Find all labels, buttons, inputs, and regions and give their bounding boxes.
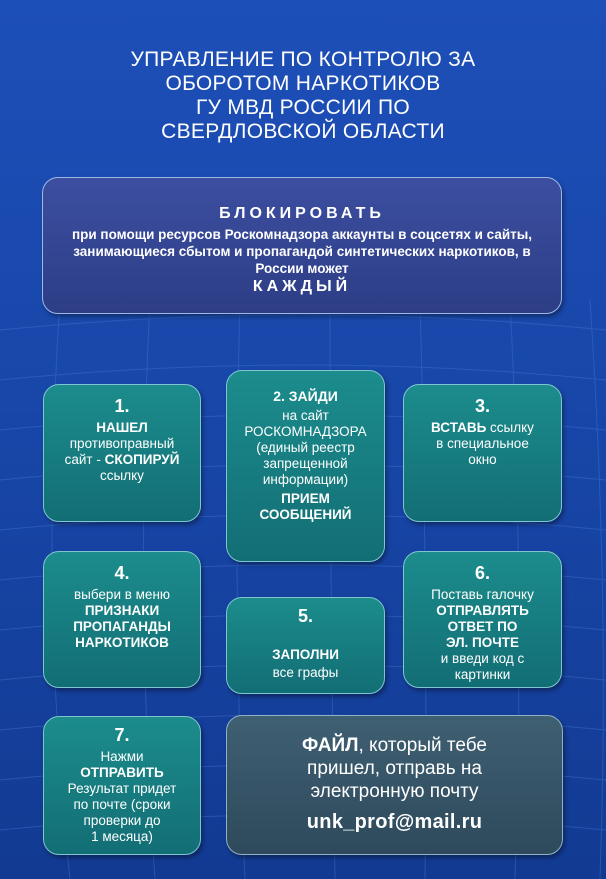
step-text bbox=[404, 420, 561, 436]
step-text bbox=[44, 452, 200, 468]
step-4-card bbox=[43, 551, 201, 688]
step-text: 1 месяца) bbox=[91, 829, 153, 844]
step-text: на сайт bbox=[282, 408, 329, 423]
step-text: ОТПРАВЛЯТЬ bbox=[436, 603, 529, 618]
file-text-bold: ФАЙЛ bbox=[302, 735, 359, 756]
step-text-bold: СКОПИРУЙ bbox=[104, 452, 180, 467]
step-text: Нажми bbox=[100, 749, 144, 764]
block-info-card bbox=[42, 177, 562, 314]
file-email-card bbox=[226, 715, 563, 855]
step-number: 3. bbox=[474, 396, 490, 416]
step-text: запрещенной bbox=[263, 456, 348, 471]
step-text: ПРОПАГАНДЫ bbox=[73, 619, 171, 634]
step-7-card bbox=[43, 716, 201, 855]
step-text: РОСКОМНАДЗОРА bbox=[244, 424, 367, 439]
step-text: выбери в меню bbox=[73, 587, 171, 602]
title-line: ГУ МВД РОССИИ ПО bbox=[195, 96, 411, 119]
page-title bbox=[40, 48, 566, 144]
file-text bbox=[227, 734, 562, 757]
step-6-card bbox=[403, 551, 562, 688]
step-text: ОТВЕТ ПО bbox=[447, 619, 518, 634]
block-heading: БЛОКИРОВАТЬ bbox=[219, 205, 385, 222]
step-text: информации) bbox=[262, 472, 349, 487]
step-3-card bbox=[403, 384, 562, 522]
title-line: СВЕРДЛОВСКОЙ ОБЛАСТИ bbox=[161, 120, 445, 143]
step-text: проверки до bbox=[83, 813, 161, 828]
step-text: по почте (сроки bbox=[73, 797, 171, 812]
step-text: все графы bbox=[272, 665, 339, 680]
step-text: (единый реестр bbox=[256, 440, 355, 455]
step-text-bold: ВСТАВЬ bbox=[431, 420, 487, 435]
step-text: и введи код с bbox=[440, 651, 525, 666]
step-text: Результат придет bbox=[67, 781, 177, 796]
step-number: 6. bbox=[474, 563, 490, 583]
step-number: 5. bbox=[297, 606, 313, 626]
title-line: УПРАВЛЕНИЕ ПО КОНТРОЛЮ ЗА bbox=[130, 48, 476, 71]
step-text: ПРИЗНАКИ bbox=[84, 603, 160, 618]
step-text: ЭЛ. ПОЧТЕ bbox=[445, 635, 519, 650]
block-text: при помощи ресурсов Роскомнадзора аккаунты в соцсетях и сайты, занимающиеся сбытом и пропагандой синтетических наркотиков, в России может bbox=[71, 227, 533, 276]
step-text: картинки bbox=[454, 667, 511, 682]
step-text-part: сайт - bbox=[64, 452, 105, 467]
step-2-card bbox=[226, 370, 385, 562]
step-text: НАРКОТИКОВ bbox=[75, 635, 169, 650]
step-text: ПРИЕМ bbox=[281, 491, 330, 506]
file-text-part: , который тебе bbox=[358, 735, 487, 756]
block-footer: КАЖДЫЙ bbox=[252, 278, 352, 295]
step-text: ссылку bbox=[100, 468, 144, 483]
step-text: противоправный bbox=[69, 436, 175, 451]
step-5-card bbox=[226, 597, 385, 694]
step-text: СООБЩЕНИЙ bbox=[259, 507, 352, 522]
step-number: 2. ЗАЙДИ bbox=[273, 388, 338, 404]
file-text: пришел, отправь на bbox=[307, 758, 482, 779]
step-number: 7. bbox=[114, 725, 130, 745]
step-1-card bbox=[43, 384, 201, 522]
step-text: ОТПРАВИТЬ bbox=[80, 765, 164, 780]
step-text: Поставь галочку bbox=[431, 587, 534, 602]
email-address: unk_prof@mail.ru bbox=[306, 811, 483, 833]
step-text: ЗАПОЛНИ bbox=[272, 647, 339, 662]
step-text: НАШЕЛ bbox=[96, 420, 148, 435]
step-text: окно bbox=[468, 452, 497, 467]
file-text: электронную почту bbox=[310, 781, 479, 802]
step-number: 1. bbox=[114, 396, 130, 416]
title-line: ОБОРОТОМ НАРКОТИКОВ bbox=[165, 72, 441, 95]
step-text: в специальное bbox=[436, 436, 529, 451]
step-text-part: ссылку bbox=[486, 420, 534, 435]
step-number: 4. bbox=[114, 563, 130, 583]
